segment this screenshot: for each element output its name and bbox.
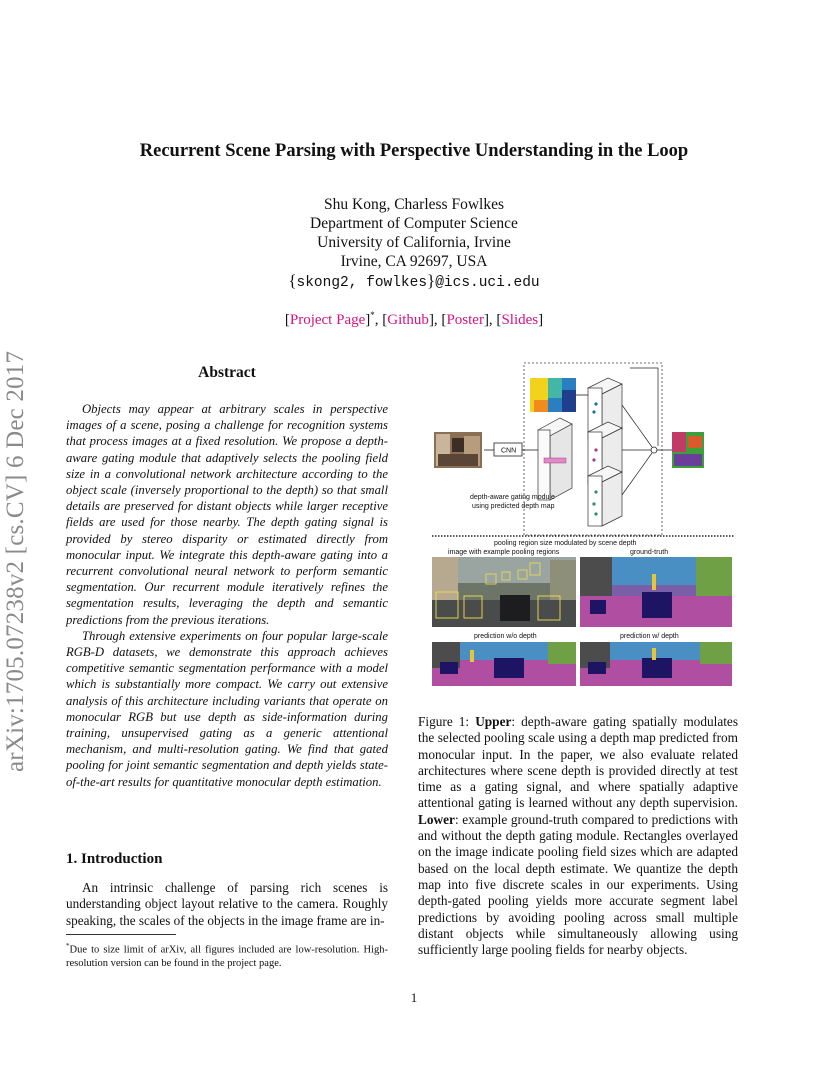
project-page-link[interactable]: Project Page — [289, 312, 366, 328]
caption-lower-label: Lower — [418, 811, 455, 827]
paper-title: Recurrent Scene Parsing with Perspective Understanding in the Loop — [139, 141, 689, 161]
caption-upper-label: Upper — [475, 714, 512, 729]
figure-1-caption: Figure 1: Upper: depth-aware gating spatially modulates the selected pooling scale using a depth map predicted from monocular input. In the paper, we also evaluate related architectures where scene depth is provided directly at test time as a gating signal, and where spatially adaptive attentional gating is learned without any depth supervision. Lower: example ground-truth compared to predictions with and without the depth gating module. Rectangles overlayed on the image indicate pooling field sizes which are adapted based on the local depth estimate. We quantize the depth map into five discrete scales in our experiments. Using depth-gated pooling yields more accurate segment label predictions by avoiding pooling across small multiple distant objects while simultaneously allowing using sufficiently large pooling fields for nearby objects. — [418, 714, 738, 958]
footnote-text: Due to size limit of arXiv, all figures included are low-resolution. High-resolution version can be found in the project page. — [66, 944, 388, 969]
predicted-depth-map — [530, 378, 576, 412]
output-segmentation — [672, 432, 704, 468]
arxiv-stamp: arXiv:1705.07238v2 [cs.CV] 6 Dec 2017 — [2, 350, 29, 772]
email-users: skong2, fowlkes — [296, 275, 428, 291]
abstract-paragraph-2: Through extensive experiments on four popular large-scale RGB-D datasets, we demonstrate this approach achieves competitive semantic segmentation performance with a model which is substantially more compact. We carry out extensive analysis of this architecture including variants that operate on monocular RGB but use depth as side-information during training, unsupervised gating as a generic attentional mechanism, and multi-resolution gating. We find that gated pooling for joint semantic segmentation and depth yields state-of-the-art results for quantitative monocular depth estimation. — [66, 628, 388, 789]
abstract-body — [66, 401, 388, 790]
footnote-marker: * — [370, 310, 375, 320]
panel-street-image — [432, 557, 576, 627]
page-number: 1 — [410, 990, 418, 1005]
intro-paragraph: An intrinsic challenge of parsing rich scenes is understanding object layout relative to the camera. Roughly speaking, the scales of the objects in the image frame are in- — [66, 880, 388, 928]
panel-label-image: image with example pooling regions — [448, 549, 560, 556]
panel-label-pred-with: prediction w/ depth — [620, 633, 679, 640]
poster-link[interactable]: Poster — [446, 312, 484, 328]
author-names: Shu Kong, Charless Fowlkes — [324, 196, 504, 213]
sum-node — [651, 447, 657, 453]
cnn-label: CNN — [501, 447, 517, 455]
intro-body — [66, 880, 388, 929]
footnote: *Due to size limit of arXiv, all figures included are low-resolution. High-resolution version can be found in the project page. — [66, 942, 388, 969]
recurrent-link — [630, 368, 658, 446]
panel-prediction-with-depth — [580, 642, 732, 686]
email-brace-close: } — [427, 271, 436, 290]
email-domain: @ics.uci.edu — [435, 275, 540, 291]
feature-volume — [538, 418, 572, 500]
gating-label-2: using predicted depth map — [472, 503, 555, 510]
author-location: Irvine, CA 92697, USA — [340, 253, 488, 270]
pooling-branches — [588, 378, 622, 526]
figure-1 — [430, 360, 736, 688]
panel-label-ground-truth: ground-truth — [630, 549, 669, 556]
abstract-paragraph-1: Objects may appear at arbitrary scales in perspective images of a scene, posing a challenge for recognition systems that process images at a fixed resolution. We propose a depth-aware gating module that adaptively selects the pooling field size in a convolutional network architecture according to the object scale (inversely proportional to the depth) so that small details are preserved for distant objects while larger receptive fields are used for those nearby. The depth gating signal is provided by stereo disparity or estimated directly from monocular input. We integrate this depth-aware gating into a recurrent convolutional neural network to perform semantic segmentation. Our recurrent module iteratively refines the segmentation results, leveraging the depth and semantic predictions from the previous iterations. — [66, 402, 388, 627]
abstract-heading: Abstract — [198, 364, 256, 381]
intro-heading: 1. Introduction — [66, 851, 163, 867]
divider-label: pooling region size modulated by scene depth — [494, 540, 637, 547]
email-brace-open: { — [288, 271, 297, 290]
panel-label-pred-without: prediction w/o depth — [474, 633, 537, 640]
author-university: University of California, Irvine — [317, 234, 511, 251]
panel-prediction-without-depth — [432, 642, 576, 686]
gating-label-1: depth-aware gating module — [470, 494, 555, 501]
resource-links: [Project Page]*, [Github], [Poster], [Slides] — [284, 310, 544, 328]
input-image — [434, 432, 482, 468]
footnote-rule — [66, 934, 176, 935]
author-email[interactable] — [0, 271, 828, 291]
author-department: Department of Computer Science — [310, 215, 518, 232]
panel-ground-truth — [580, 557, 732, 627]
slides-link[interactable]: Slides — [501, 312, 539, 328]
github-link[interactable]: Github — [387, 312, 429, 328]
